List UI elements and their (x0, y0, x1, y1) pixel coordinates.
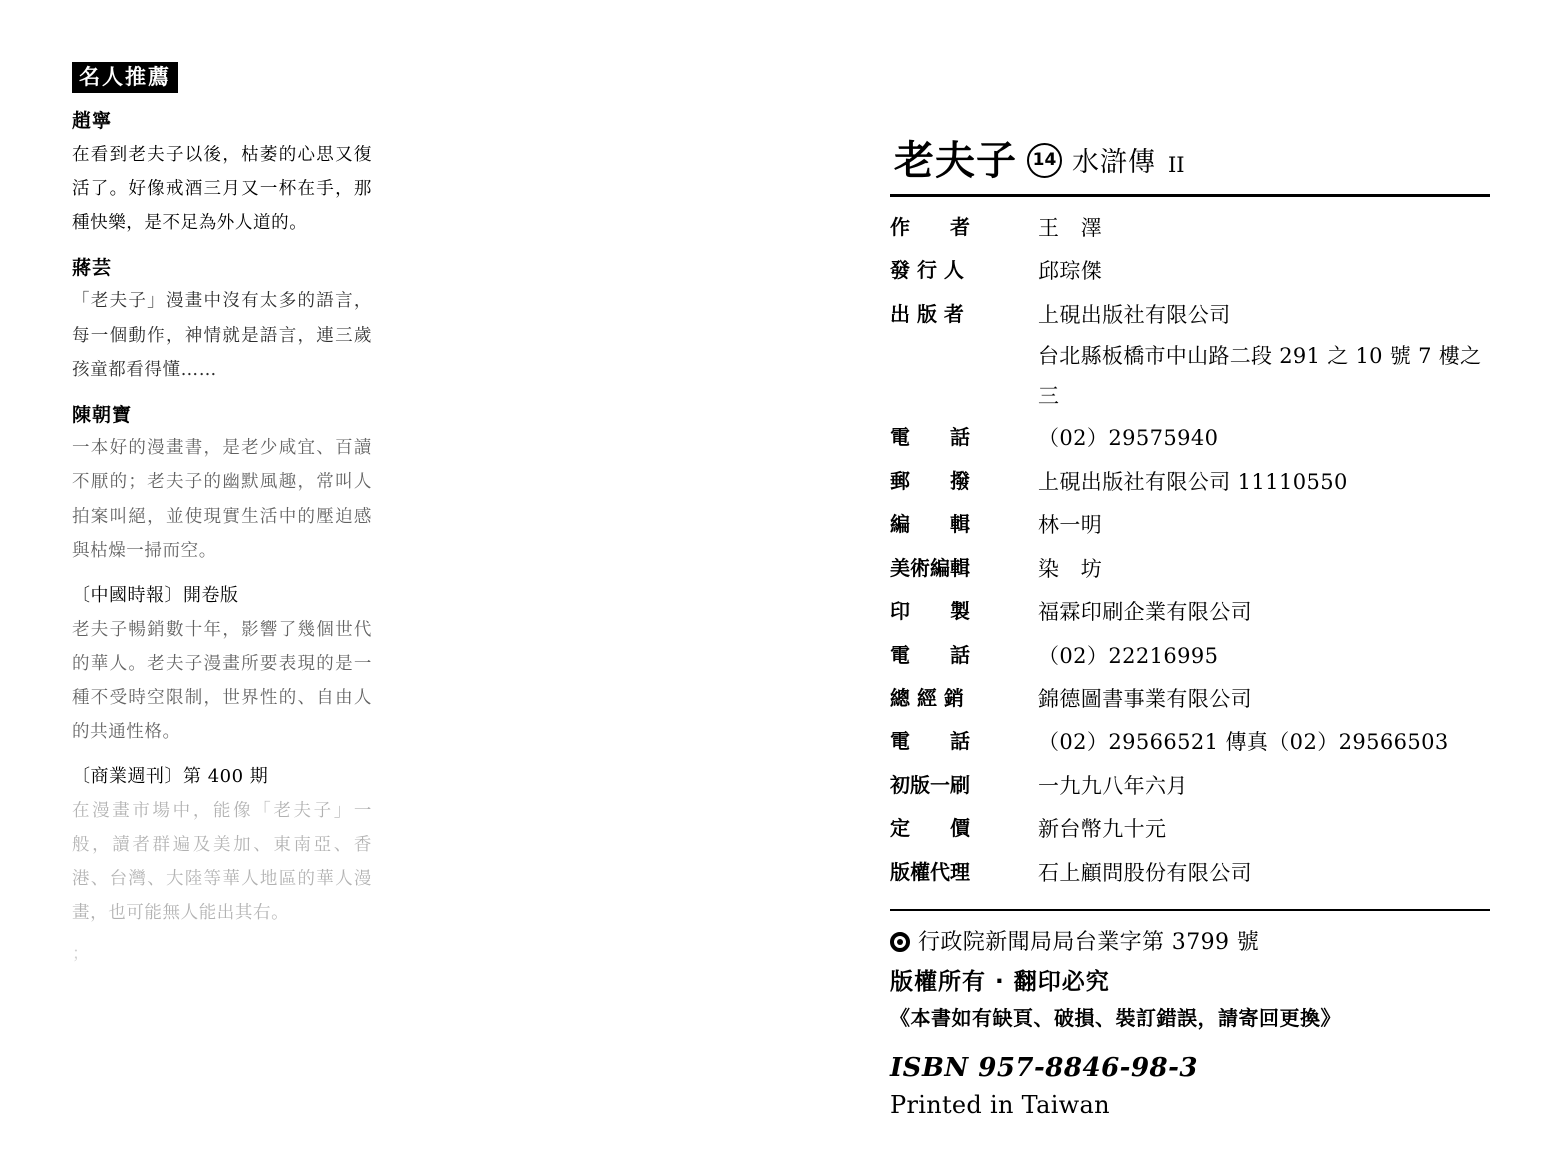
recommendation-text: 「老夫子」漫畫中沒有太多的語言，每一個動作，神情就是語言，連三歲孩童都看得懂…… (72, 291, 372, 380)
recommendation-text: 一本好的漫畫書，是老少咸宜、百讀不厭的；老夫子的幽默風趣，常叫人拍案叫絕，並使現實生活中的壓迫感與枯燥一掃而空。 (72, 438, 372, 561)
table-row (890, 852, 1490, 895)
field-value: （02）29575940 (1038, 426, 1219, 451)
table-row (890, 504, 1490, 547)
field-label: 發 行 人 (890, 258, 964, 283)
field-label: 出 版 者 (890, 301, 964, 326)
recommender-name: 趙寧 (72, 110, 113, 133)
book-title-row (890, 138, 1490, 184)
recommender-source: 〔商業週刊〕第 400 期 (72, 766, 269, 788)
book-subtitle: 水滸傳 (1072, 147, 1156, 178)
field-label: 作 者 (890, 215, 970, 239)
recommendation-text: 在漫畫市場中，能像「老夫子」一般，讀者群遍及美加、東南亞、香港、台灣、大陸等華人地區的華人漫畫，也可能無人能出其右。 (72, 800, 372, 924)
table-row (890, 591, 1490, 634)
table-row (890, 417, 1490, 460)
notices-block (890, 925, 1490, 1119)
field-value: （02）29566521 傳真（02）29566503 (1038, 730, 1449, 755)
table-row (890, 765, 1490, 808)
field-value: 新台幣九十元 (1038, 817, 1167, 842)
recommendations-column (72, 62, 372, 971)
field-value: 上硯出版社有限公司 11110550 (1038, 469, 1348, 494)
book-title: 老夫子 (894, 138, 1017, 184)
field-label: 電 話 (890, 642, 970, 667)
publisher-address: 台北縣板橋市中山路二段 291 之 10 號 7 樓之三 (1038, 344, 1482, 409)
recommender-name: 陳朝寶 (72, 403, 133, 426)
faded-tail-marks: ； (72, 944, 89, 965)
table-row (890, 250, 1490, 293)
recommendation-item (72, 254, 372, 387)
table-row (890, 721, 1490, 764)
recommender-name: 蔣芸 (72, 256, 113, 279)
colophon-column (890, 140, 1490, 1119)
field-label: 郵 撥 (890, 468, 970, 493)
field-value: 染 坊 (1038, 556, 1103, 581)
field-value: 一九九八年六月 (1038, 773, 1188, 798)
divider-top (890, 194, 1490, 197)
recommendation-item (72, 582, 372, 749)
printed-in: Printed in Taiwan (890, 1091, 1110, 1120)
field-label: 美術編輯 (890, 555, 970, 580)
isbn: ISBN 957-8846-98-3 (890, 1053, 1199, 1084)
government-registration-row (890, 925, 1490, 956)
recommendation-item (72, 763, 372, 930)
field-label: 版權代理 (890, 859, 970, 884)
colophon-table (890, 207, 1490, 895)
field-value: 上硯出版社有限公司 (1038, 302, 1231, 327)
field-label: 編 輯 (890, 512, 970, 537)
field-label: 電 話 (890, 425, 970, 450)
volume-badge: 14 (1027, 143, 1062, 178)
field-value: 林一明 (1038, 513, 1103, 538)
recommendations-heading: 名人推薦 (72, 62, 178, 93)
field-value: 王 澤 (1038, 216, 1103, 240)
government-registration: 行政院新聞局局台業字第 3799 號 (918, 930, 1260, 956)
field-label: 電 話 (890, 729, 970, 754)
table-row (890, 635, 1490, 678)
field-label: 初版一刷 (890, 772, 970, 797)
bullet-circle-icon (890, 932, 910, 952)
recommender-source: 〔中國時報〕開卷版 (72, 584, 239, 606)
field-label: 定 價 (890, 816, 970, 841)
table-row (890, 461, 1490, 504)
field-value: （02）22216995 (1038, 643, 1219, 668)
field-label: 總 經 銷 (890, 686, 964, 710)
book-subtitle-number: II (1168, 153, 1185, 177)
table-row (890, 207, 1490, 250)
copyright-notice: 版權所有 · 翻印必究 (890, 969, 1110, 996)
table-row (890, 294, 1490, 417)
table-row (890, 808, 1490, 851)
table-row (890, 548, 1490, 591)
recommendation-item (72, 401, 372, 568)
recommendation-text: 老夫子暢銷數十年，影響了幾個世代的華人。老夫子漫畫所要表現的是一種不受時空限制，世界性的、自由人的共通性格。 (72, 619, 372, 742)
field-value: 錦德圖書事業有限公司 (1038, 687, 1252, 711)
field-value: 石上顧問股份有限公司 (1038, 860, 1252, 885)
recommendation-text: 在看到老夫子以後，枯萎的心思又復活了。好像戒酒三月又一杯在手，那種快樂，是不足為外人道的。 (72, 144, 372, 233)
field-value: 邱琮傑 (1038, 259, 1103, 284)
divider-bottom (890, 909, 1490, 911)
field-value: 福霖印刷企業有限公司 (1038, 600, 1252, 625)
recommendation-item (72, 107, 372, 240)
table-row (890, 678, 1490, 721)
field-label: 印 製 (890, 599, 970, 624)
defect-exchange-notice: 《本書如有缺頁、破損、裝訂錯誤，請寄回更換》 (890, 1006, 1341, 1031)
